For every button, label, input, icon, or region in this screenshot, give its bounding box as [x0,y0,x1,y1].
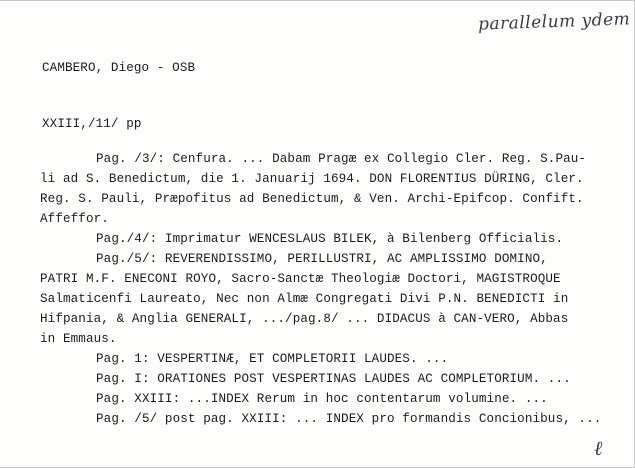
text-line-6: Pag./5/: REVERENDISSIMO, PERILLUSTRI, AC AMPLISSIMO DOMINO, [96,252,548,266]
card-top-edge [0,0,635,1]
text-line-13: Pag. XXIII: ...INDEX Rerum in hoc contentarum volumine. ... [96,392,548,406]
text-line-3: Reg. S. Pauli, Præpofitus ad Benedictum, & Ven. Archi-Epifcop. Confift. [40,192,584,206]
text-line-5: Pag./4/: Imprimatur WENCESLAUS BILEK, à Bilenberg Officialis. [96,232,564,246]
text-line-11: Pag. 1: VESPERTINÆ, ET COMPLETORII LAUDES. ... [96,352,449,366]
text-line-9: Hifpania, & Anglia GENERALI, .../pag.8/ ... DIDACUS à CAN-VERO, Abbas [40,312,569,326]
text-line-4: Affeffor. [40,212,109,226]
text-line-7: PATRI M.F. ENECONI ROYO, Sacro-Sanctæ Theologiæ Doctori, MAGISTROQUE [40,272,561,286]
text-line-10: in Emmaus. [40,332,117,346]
handwritten-note: parallelum ydem [477,9,631,35]
text-line-2: li ad S. Benedictum, die 1. Januarij 1694. DON FLORENTIUS DÜRING, Cler. [40,172,584,186]
text-line-8: Salmaticenfi Laureato, Nec non Almæ Congregati Divi P.N. BENEDICTI in [40,292,569,306]
author-heading: CAMBERO, Diego - OSB [42,61,196,75]
handwritten-corner-mark: ℓ [594,436,603,460]
text-line-14: Pag. /5/ post pag. XXIII: ... INDEX pro formandis Concionibus, ... [96,412,602,426]
shelfmark: XXIII,/11/ pp [42,117,142,131]
text-line-12: Pag. I: ORATIONES POST VESPERTINAS LAUDES AC COMPLETORIUM. ... [96,372,571,386]
text-line-1: Pag. /3/: Cenfura. ... Dabam Pragæ ex Collegio Cler. Reg. S.Pau- [96,152,587,166]
